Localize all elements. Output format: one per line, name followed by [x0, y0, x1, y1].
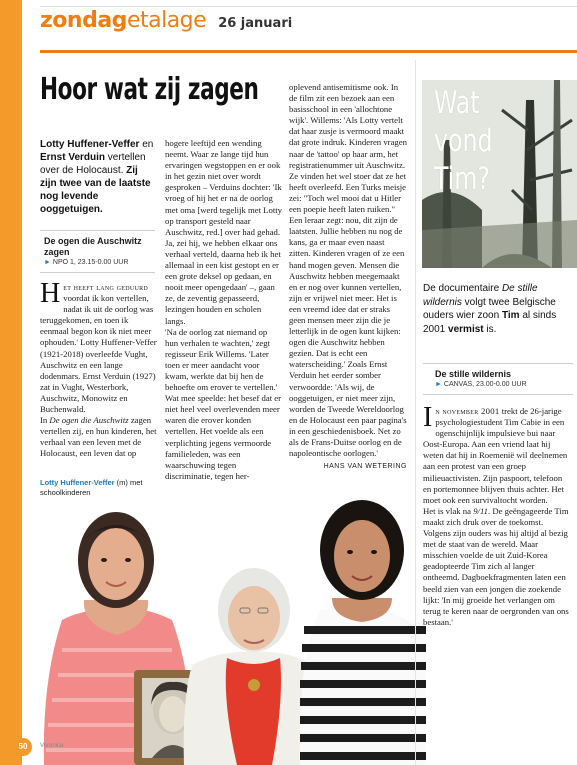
right-intro-tim: Tim: [501, 310, 520, 321]
masthead-date: 26 januari: [218, 16, 293, 31]
right-lead-in: n november 2001: [435, 406, 500, 416]
footer-brand: Veronica: [40, 743, 64, 749]
article-column-2: [165, 138, 282, 482]
article-column-1: [40, 278, 157, 460]
column-2-paragraph-2: 'Na de oorlog zat niemand op hun verhalen te wachten,' zegt regisseur Erik Willems. 'Later toen er meer aandacht voor kwam, werkte dat bij hen de behoefte om erover te vertellen.' Wat mee speelde: het besef dat er niet heel veel overlevenden meer waren die erover konden vertellen. Het voelde als een verplichting jegens vermoorde familieleden, was een waarschuwing tegen discriminatie, tegen her-: [165, 326, 282, 481]
intro-name-2: Ernst Verduin: [40, 152, 106, 163]
right-article-intro: De documentaire De stille wildernis volgt twee Belgische ouders wier zoon Tim al sinds 2001 vermist is.: [423, 283, 557, 335]
masthead-rule: [40, 50, 577, 53]
masthead-brand-bold: zondag: [40, 8, 127, 33]
column-2-paragraph-1: hogere leeftijd een wending neemt. Waar ze lange tijd hun ervaringen wegstoppen en er ook in het gezin niet over wordt gesproken – Verduins dochter: 'Ik vroeg of hij het er na de oorlog met oma [werd tegelijk met Lotty op transport gesteld naar Auschwitz, red.] over had gehad. Ja, zei hij, we hebben elkaar ons verhaal verteld, daarna heb ik het allemaal in een kist gestopt en er een grote deksel op gedaan, en nooit meer opengedaan' –, gaan ze, de zeventig gepasseerd, lezingen houden en scholen langs.: [165, 138, 283, 326]
film-title: De ogen die Auschwitz: [49, 415, 129, 426]
column-3-paragraph-1: oplevend antisemitisme ook. In de film zit een bezoek aan een basisschool in een 'allochtone wijk'. Willems: 'Als Lotty vertelt dat haar zusje is vermoord maakt dat grote indruk. Kinderen vragen naar de 'tattoo' op haar arm, het registratienummer uit Auschwitz. Ze vinden het wel stoer dat ze het heeft overleefd. Een Turks meisje zei: "Toch wel mooi dat u Hitler een poepie heeft laten ruiken." Een leraar zegt: nou, dit zijn de laatsten. Jullie hebben nu nog de kans, ga er maar even naast zitten. Kinderen vragen of ze een hand mogen geven. Mensen die Auschwitz hebben meegemaakt en er nog over kunnen vertellen, zijn er vrijwel niet meer. Het is een vreemd idee dat er straks geen mensen meer zijn die je letterlijk in de ogen kunt kijken: ogen die Auschwitz hebben gezien. Dat is echt een waterscheiding.' Zoals Ernst Verduin het eerder somber verwoordde: 'Als wij, de ooggetuigen, er niet meer zijn, worden de Tweede Wereldoorlog en de Holocaust een paar pagina's in een geschiedenisboek. Net zo als de Frans-Duitse oorlog en de napoleontische oorlogen.': [289, 82, 407, 459]
column-1-paragraph-2: In De ogen die Auschwitz zagen vertellen zij, en hun kinderen, het verhaal van een leven met de Holocaust, een leven dat op: [40, 415, 157, 459]
page-number: 50: [14, 738, 32, 756]
article-column-3: [289, 82, 407, 472]
caption-suffix: (m) met schoolkinderen: [40, 478, 143, 497]
right-article-body: [423, 402, 571, 628]
right-article-title: [434, 84, 553, 198]
tv-listing-box: [40, 230, 155, 273]
article-headline: Hoor wat zij zagen: [40, 72, 259, 107]
right-paragraph-1: trekt de 26-jarige psychologiestudent Tim Cabie in een ogenschijnlijk impulsieve bui naar Oost-Europa. Aan een vriend laat hij weten dat hij in Roemenië wil deelnemen aan een protest van een groep milieuactivisten. Zijn paspoort, telefoon en portemonnee blijven thuis achter. Het moet ook een survivaltocht worden.: [423, 406, 568, 505]
right-title-line-3: Tim?: [434, 161, 490, 197]
article-intro: [40, 138, 155, 216]
intro-and: en: [142, 139, 154, 150]
right-tv-listing-title: De stille wildernis: [435, 369, 512, 379]
masthead-brand-light: etalage: [126, 8, 207, 33]
right-intro-vermist: vermist: [448, 323, 484, 335]
right-tv-listing-box: [423, 363, 573, 395]
column-divider: [415, 60, 416, 765]
photo-caption: [40, 478, 160, 498]
drop-cap: H: [40, 278, 61, 309]
intro-rest: vertellen over de Holocaust.: [40, 152, 146, 176]
play-arrow-icon: ►: [435, 381, 442, 388]
right-drop-cap: I: [423, 402, 433, 433]
right-tv-listing-meta: [435, 380, 573, 390]
right-film-title: De stille wildernis: [423, 283, 538, 308]
intro-name-1: Lotty Huffener-Veffer: [40, 139, 140, 150]
tv-listing-channel-time: NPO 1, 23.15-0.00 UUR: [52, 259, 129, 266]
caption-name: Lotty Huffener-Veffer: [40, 478, 115, 487]
author-byline: HANS VAN WETERING: [323, 463, 407, 471]
tv-listing-meta: [44, 258, 155, 268]
right-tv-listing-channel-time: CANVAS, 23.00-0.00 UUR: [443, 381, 527, 388]
orange-edge-strip: [0, 0, 22, 765]
right-title-line-1: Wat: [434, 85, 480, 121]
survivor-with-children-photo: [22, 500, 426, 765]
right-title-line-2: vond: [434, 123, 493, 159]
lead-in: et heeft lang geduurd: [63, 282, 149, 292]
play-arrow-icon: ►: [44, 259, 51, 266]
column-1-paragraph-1: voordat ik kon vertellen, nadat ik uit de oorlog was teruggekomen, en toen ik eenmaal begon kon ik niet meer ophouden.' Lotty Huffener-Veffer (1921-2018) overleefde Vught, Auschwitz en een lange dodenmars. Ernst Verduin (1927) zat in Vught, Westerbork, Auschwitz, Monowitz en Buchenwald.: [40, 293, 157, 415]
right-paragraph-2: Het is vlak na 9/11. De geëngageerde Tim maakt zich druk over de toekomst. Volgens zijn ouders was hij altijd al bezig met de staat van de wereld. Maar misschien voelde de uit Zuid-Korea geadopteerde Tim zich al langer ontheemd. Dagboekfragmenten laten een beeld zien van een jongen die zoekende lijkt: 'In mij groeide het verlangen om terug te keren naar de oergronden van ons bestaan.': [423, 505, 569, 627]
top-rule: [40, 6, 577, 7]
tv-listing-title: De ogen die Auschwitz zagen: [44, 236, 142, 257]
masthead: [40, 8, 292, 48]
intro-bold-end: Zij zijn twee van de laatste nog levende ooggetuigen.: [40, 165, 151, 215]
